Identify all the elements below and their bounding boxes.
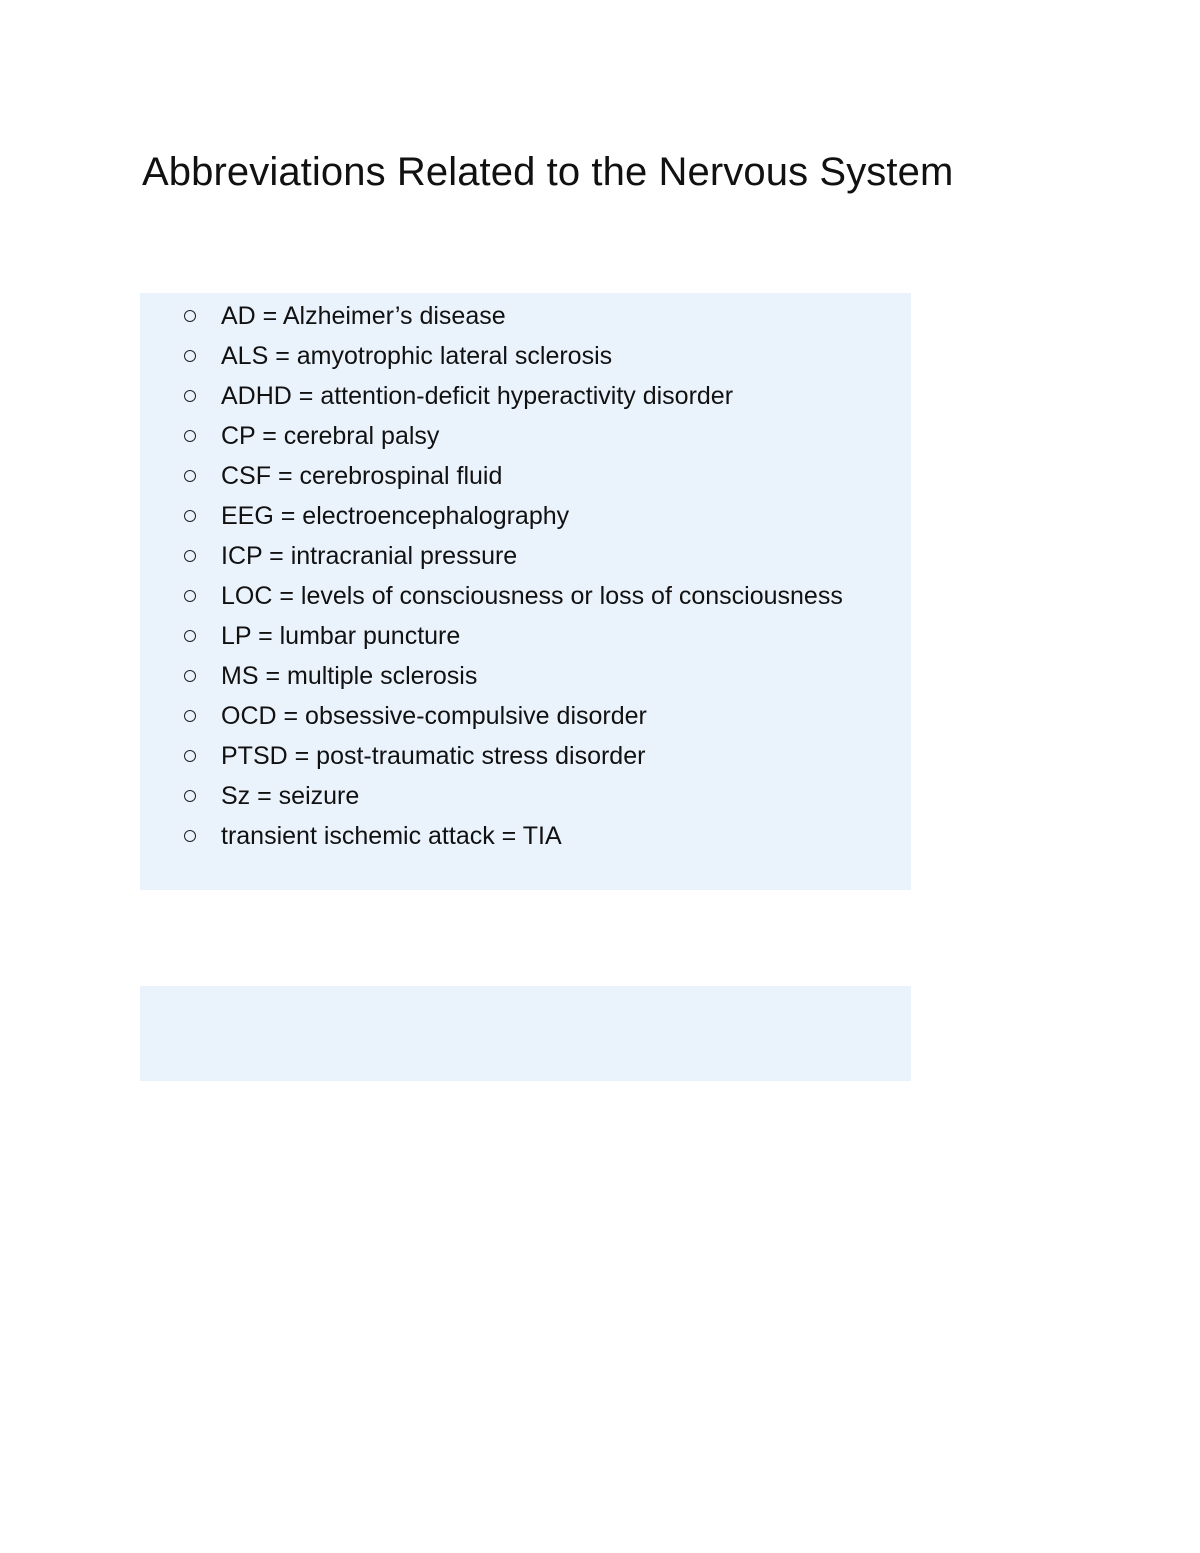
hollow-circle-bullet-icon bbox=[184, 710, 196, 722]
page-title: Abbreviations Related to the Nervous System bbox=[142, 150, 954, 194]
list-item bbox=[180, 816, 843, 856]
list-item bbox=[180, 696, 843, 736]
abbreviation-text: LP = lumbar puncture bbox=[221, 621, 461, 650]
hollow-circle-bullet-icon bbox=[184, 670, 196, 682]
abbreviation-text: ADHD = attention-deficit hyperactivity disorder bbox=[221, 381, 734, 410]
list-item bbox=[180, 776, 843, 816]
empty-panel bbox=[140, 986, 911, 1081]
list-item bbox=[180, 496, 843, 536]
list-item bbox=[180, 576, 843, 616]
list-item bbox=[180, 376, 843, 416]
list-item bbox=[180, 536, 843, 576]
list-item bbox=[180, 656, 843, 696]
hollow-circle-bullet-icon bbox=[184, 310, 196, 322]
abbreviation-text: CSF = cerebrospinal fluid bbox=[221, 461, 503, 490]
abbreviation-list bbox=[180, 296, 843, 856]
abbreviation-text: AD = Alzheimer’s disease bbox=[221, 301, 506, 330]
hollow-circle-bullet-icon bbox=[184, 390, 196, 402]
list-item bbox=[180, 416, 843, 456]
abbreviation-text: transient ischemic attack = TIA bbox=[221, 821, 562, 850]
abbreviation-text: LOC = levels of consciousness or loss of consciousness bbox=[221, 581, 843, 610]
abbreviation-text: CP = cerebral palsy bbox=[221, 421, 440, 450]
abbreviation-text: PTSD = post-traumatic stress disorder bbox=[221, 741, 646, 770]
list-item bbox=[180, 296, 843, 336]
hollow-circle-bullet-icon bbox=[184, 430, 196, 442]
list-item bbox=[180, 616, 843, 656]
abbreviation-text: MS = multiple sclerosis bbox=[221, 661, 478, 690]
hollow-circle-bullet-icon bbox=[184, 350, 196, 362]
hollow-circle-bullet-icon bbox=[184, 510, 196, 522]
abbreviation-text: Sz = seizure bbox=[221, 781, 360, 810]
abbreviation-text: ALS = amyotrophic lateral sclerosis bbox=[221, 341, 613, 370]
list-item bbox=[180, 456, 843, 496]
hollow-circle-bullet-icon bbox=[184, 630, 196, 642]
hollow-circle-bullet-icon bbox=[184, 590, 196, 602]
abbreviation-text: EEG = electroencephalography bbox=[221, 501, 570, 530]
hollow-circle-bullet-icon bbox=[184, 830, 196, 842]
list-item bbox=[180, 336, 843, 376]
hollow-circle-bullet-icon bbox=[184, 750, 196, 762]
hollow-circle-bullet-icon bbox=[184, 790, 196, 802]
hollow-circle-bullet-icon bbox=[184, 470, 196, 482]
abbreviation-text: OCD = obsessive-compulsive disorder bbox=[221, 701, 647, 730]
list-item bbox=[180, 736, 843, 776]
abbreviation-text: ICP = intracranial pressure bbox=[221, 541, 518, 570]
hollow-circle-bullet-icon bbox=[184, 550, 196, 562]
abbreviations-panel bbox=[140, 293, 911, 890]
